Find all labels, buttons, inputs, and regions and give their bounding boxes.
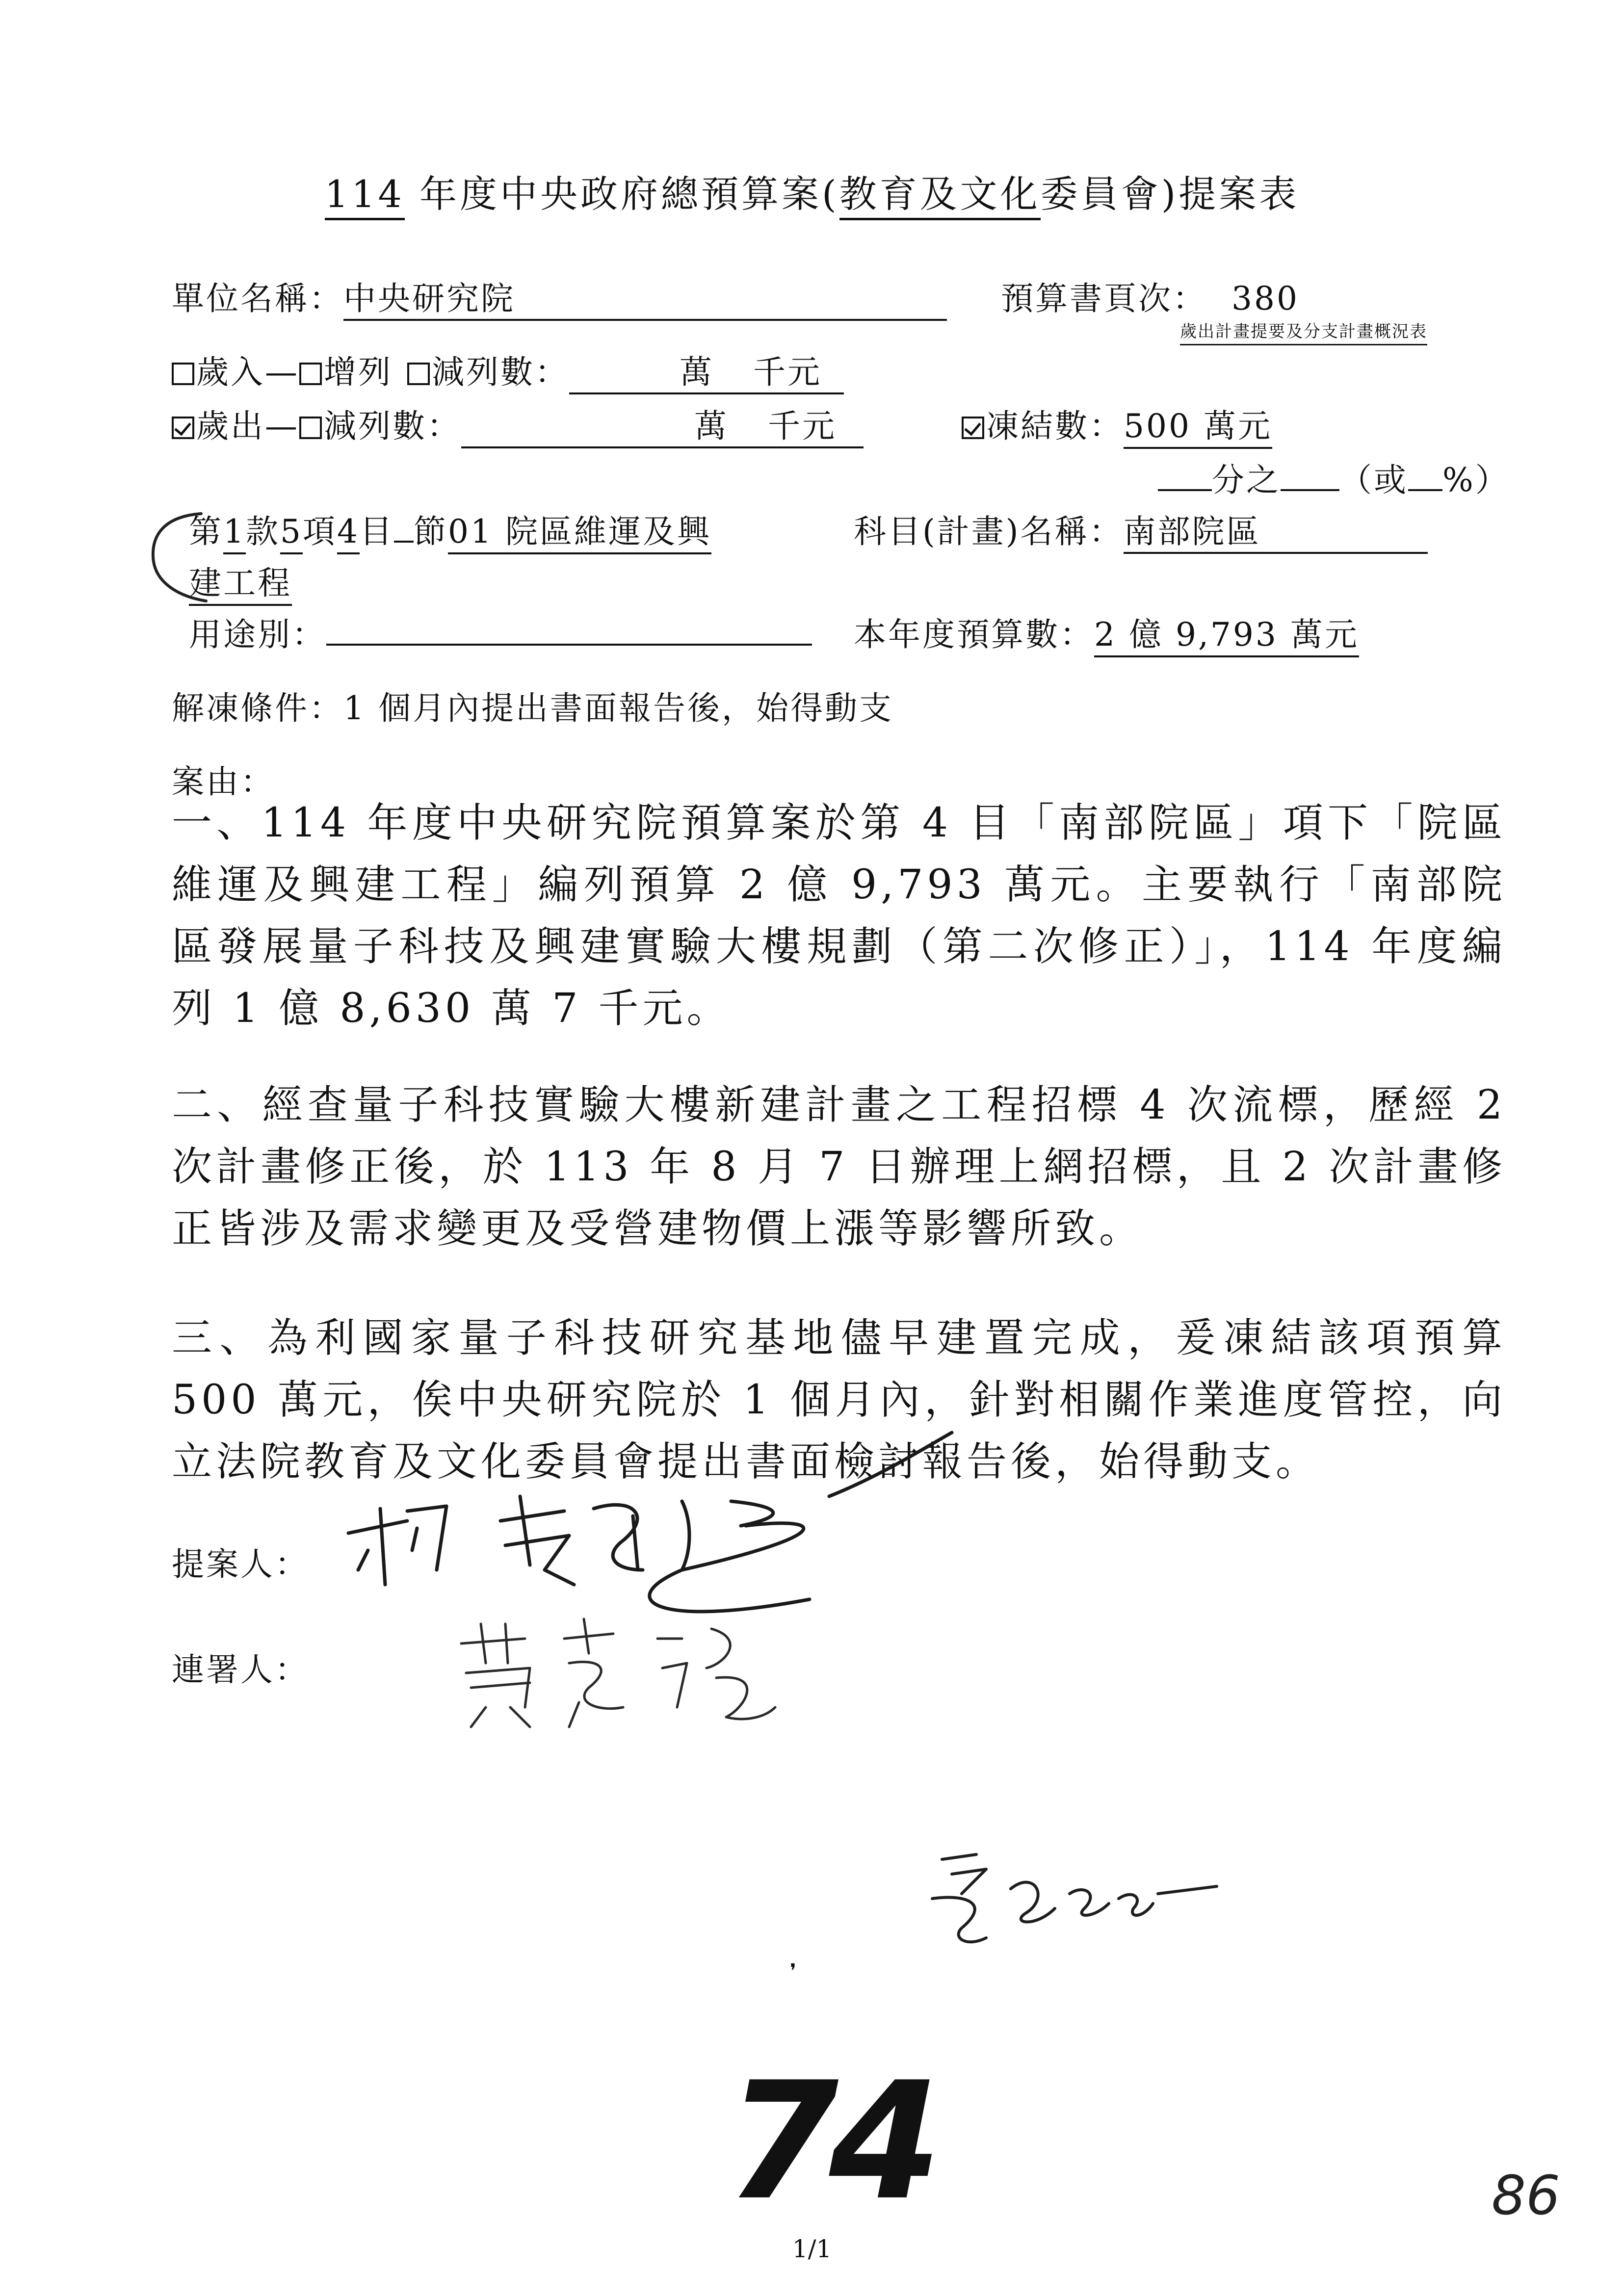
- budget-page-label: 預算書頁次：: [1001, 280, 1207, 317]
- unit-label: 單位名稱：: [172, 280, 343, 317]
- revenue-wan: 萬: [680, 353, 714, 391]
- reason-paragraph-1: 一、114 年度中央研究院預算案於第 4 目「南部院區」項下「院區維運及興建工程」編列預算 2 億 9,793 萬元。主要執行「南部院區發展量子科技及興建實驗大樓規劃（第二次修正）」，114 年度編列 1 億 8,630 萬 7 千元。: [172, 800, 1506, 1032]
- expenditure-wan: 萬: [694, 407, 729, 445]
- expenditure-row: [172, 400, 864, 448]
- expenditure-decrease-checkbox[interactable]: [299, 417, 322, 439]
- usage-label: 用途別：: [189, 616, 326, 653]
- revenue-decrease-checkbox[interactable]: [407, 363, 430, 385]
- page-title: [0, 164, 1624, 218]
- item-xiang-label: 項: [303, 513, 337, 550]
- item-jie-label: 節: [414, 513, 448, 550]
- item-kuan-label: 款: [246, 513, 280, 550]
- revenue-increase-checkbox[interactable]: [299, 363, 322, 385]
- freeze-value: 500 萬元: [1124, 407, 1272, 449]
- usage-value[interactable]: [326, 644, 812, 646]
- subject-label: 科目(計畫)名稱：: [854, 513, 1124, 550]
- handwritten-side-number: 86: [1492, 2164, 1560, 2227]
- item-jie-blank[interactable]: [394, 541, 414, 543]
- budget-page-row: [1001, 272, 1299, 319]
- reason-paragraph-3: 三、為利國家量子科技研究基地儘早建置完成，爰凍結該項預算 500 萬元，俟中央研究院於 1 個月內，針對相關作業進度管控，向立法院教育及文化委員會提出書面檢討報告後，始得動支。: [172, 1315, 1506, 1485]
- unit-row: [172, 272, 947, 321]
- item-jie-cont: [189, 557, 292, 603]
- unit-value: 中央研究院: [343, 272, 947, 321]
- budget-page-note: 歲出計畫提要及分支計畫概況表: [1180, 318, 1427, 345]
- annual-budget-value: 2 億 9,793 萬元: [1094, 616, 1359, 657]
- item-di: 第: [189, 513, 223, 550]
- revenue-row: [172, 346, 844, 394]
- fraction-row: [1158, 454, 1510, 500]
- item-mu-label: 目: [360, 513, 394, 550]
- reason-label: 案由：: [172, 763, 275, 801]
- title-part2: 委員會)提案表: [1040, 172, 1300, 216]
- revenue-qianyuan: 千元: [753, 353, 822, 391]
- freeze-label: 凍結數：: [986, 407, 1124, 445]
- item-kuan: 1: [223, 513, 246, 554]
- proposer-signature: [339, 1423, 957, 1629]
- cosigner-label: 連署人：: [172, 1651, 309, 1689]
- item-row: [189, 505, 711, 552]
- subject-value: 南部院區: [1124, 505, 1428, 554]
- page-footer: 1/1: [792, 2235, 832, 2263]
- expenditure-checkbox[interactable]: [172, 417, 194, 439]
- percent-text: %）: [1442, 461, 1510, 499]
- item-mu: 4: [337, 513, 360, 554]
- revenue-label: 歲入—: [196, 353, 299, 391]
- usage-row: [189, 608, 812, 655]
- title-committee: 教育及文化: [839, 172, 1041, 220]
- revenue-checkbox[interactable]: [172, 363, 194, 385]
- expenditure-decrease-label: 減列數：: [324, 407, 461, 445]
- item-xiang: 5: [280, 513, 303, 554]
- handwritten-number: 74: [726, 2047, 932, 2236]
- revenue-decrease-label: 減列數：: [432, 353, 569, 391]
- annual-budget-row: [854, 608, 1359, 655]
- proposer-label: 提案人：: [172, 1545, 309, 1583]
- title-part1: 年度中央政府總預算案(: [404, 172, 839, 216]
- title-year: 114: [325, 172, 405, 220]
- reason-paragraph-2: 二、經查量子科技實驗大樓新建計畫之工程招標 4 次流標，歷經 2 次計畫修正後，於 113 年 8 月 7 日辦理上網招標，且 2 次計畫修正皆涉及需求變更及受營建物價上漲等影響所致。: [172, 1082, 1506, 1252]
- item-jie-name-cont: 建工程: [189, 564, 292, 606]
- freeze-row: [962, 400, 1272, 446]
- fraction-text: 分之: [1212, 461, 1281, 499]
- expenditure-qianyuan: 千元: [768, 407, 837, 445]
- expenditure-amount-blank[interactable]: [461, 400, 864, 448]
- annual-budget-label: 本年度預算數：: [854, 616, 1094, 653]
- item-jie-name: 01 院區維運及興: [448, 513, 711, 554]
- or-text: （或: [1339, 461, 1408, 499]
- fraction-numerator-blank[interactable]: [1158, 489, 1212, 491]
- freeze-checkbox[interactable]: [962, 417, 984, 439]
- unfreeze-condition: 解凍條件：1 個月內提出書面報告後，始得動支: [172, 689, 893, 727]
- expenditure-label: 歲出—: [196, 407, 299, 445]
- budget-page-value: 380: [1231, 280, 1299, 317]
- revenue-amount-blank[interactable]: [569, 346, 844, 394]
- subject-row: [854, 505, 1428, 554]
- initial-signature: [922, 1840, 1236, 1967]
- revenue-increase-label: 增列: [324, 353, 393, 391]
- stray-mark: ❜: [790, 1960, 796, 1983]
- cosigner-signature: [451, 1609, 785, 1737]
- percent-blank[interactable]: [1408, 489, 1442, 491]
- fraction-denominator-blank[interactable]: [1281, 489, 1339, 491]
